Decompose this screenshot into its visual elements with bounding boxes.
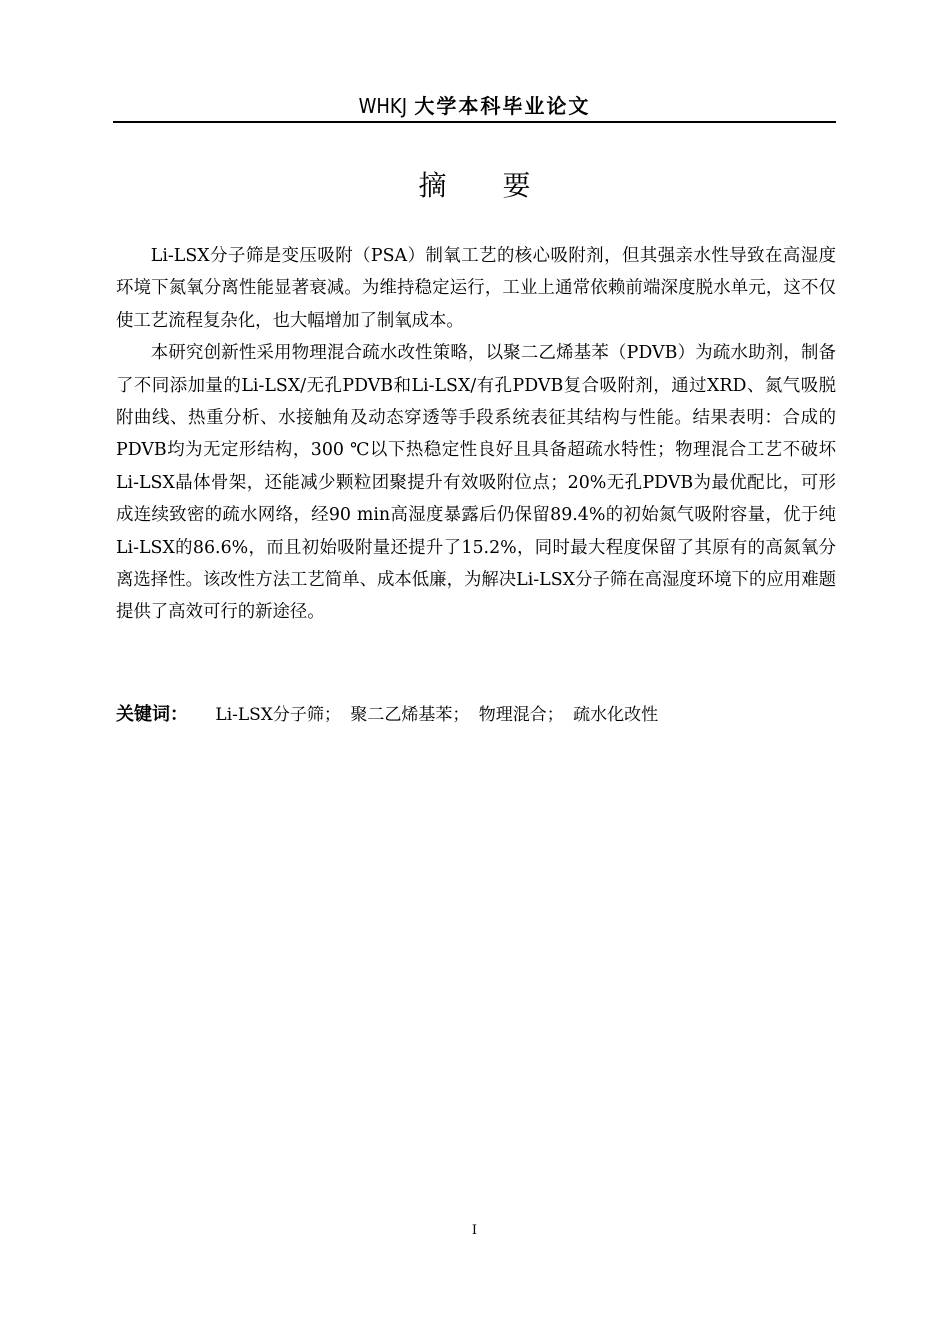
keyword-item: 聚二乙烯基苯； [350,705,470,725]
keywords-label: 关键词： [116,704,188,725]
keyword-item: Li-LSX分子筛； [215,705,341,725]
abstract-paragraph: Li-LSX分子筛是变压吸附（PSA）制氧工艺的核心吸附剂，但其强亲水性导致在高湿度环境下氮氧分离性能显著衰减。为维持稳定运行，工业上通常依赖前端深度脱水单元，这不仅使工艺流程复杂化，也大幅增加了制氧成本。 [116,246,836,331]
abstract-title [113,168,836,204]
abstract-paragraph: 本研究创新性采用物理混合疏水改性策略，以聚二乙烯基苯（PDVB）为疏水助剂，制备了不同添加量的Li-LSX/无孔PDVB和Li-LSX/有孔PDVB复合吸附剂，通过XRD、氮气吸脱附曲线、热重分析、水接触角及动态穿透等手段系统表征其结构与性能。结果表明：合成的PDVB均为无定形结构，300 ℃以下热稳定性良好且具备超疏水特性；物理混合工艺不破坏Li-LSX晶体骨架，还能减少颗粒团聚提升有效吸附位点；20%无孔PDVB为最优配比，可形成连续致密的疏水网络，经90 min高湿度暴露后仍保留89.4%的初始氮气吸附容量，优于纯Li-LSX的86.6%，而且初始吸附量还提升了15.2%，同时最大程度保留了其原有的高氮氧分离选择性。该改性方法工艺简单、成本低廉，为解决Li-LSX分子筛在高湿度环境下的应用难题提供了高效可行的新途径。 [116,343,836,623]
keyword-item: 物理混合； [478,705,564,725]
header-school-code: WHKJ [358,94,408,118]
abstract-title-char-2: 要 [502,169,531,202]
abstract-title-char-1: 摘 [418,169,447,202]
header-rule [113,121,836,123]
keywords-line [116,700,836,730]
header-school-title: 大学本科毕业论文 [414,94,591,118]
abstract-body [116,240,836,629]
running-header [113,93,836,121]
keyword-item: 疏水化改性 [573,705,659,725]
page-number: I [471,1223,478,1238]
